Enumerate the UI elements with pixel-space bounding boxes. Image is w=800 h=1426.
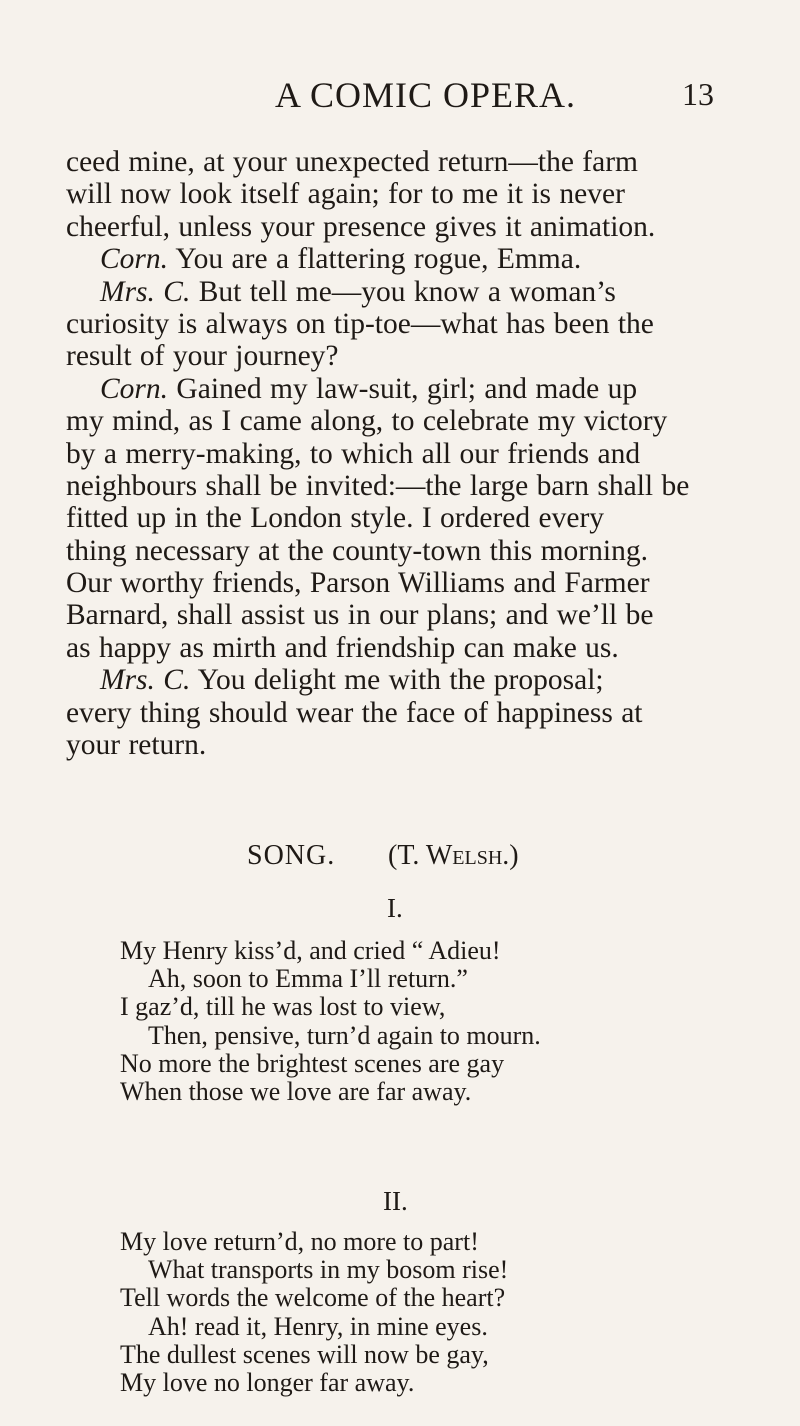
prose-line: Mrs. C. You delight me with the proposal; (100, 664, 604, 697)
prose-line: ceed mine, at your unexpected return—the farm (66, 146, 638, 178)
verse-line: My love return’d, no more to part! (120, 1227, 479, 1256)
prose-line: Our worthy friends, Parson Williams and Farmer (66, 567, 650, 600)
prose-line: Mrs. C. But tell me—you know a woman’s (100, 275, 616, 308)
prose-line: thing necessary at the county-town this morning. (66, 534, 648, 567)
stanza (120, 937, 541, 1106)
prose-line: as happy as mirth and friendship can make us. (66, 631, 619, 664)
speaker-name: Mrs. C. (100, 275, 191, 308)
verse-line: Ah! read it, Henry, in mine eyes. (148, 1311, 488, 1341)
prose-line: every thing should wear the face of happiness at (66, 696, 643, 729)
prose-line: curiosity is always on tip-toe—what has been the (66, 307, 654, 340)
song-title: SONG. (247, 840, 336, 871)
speaker-name: Corn. (100, 243, 169, 276)
prose-line: Barnard, shall assist us in our plans; and we’ll be (66, 599, 654, 632)
prose-line: will now look itself again; for to me it is never (66, 178, 625, 211)
running-title: A COMIC OPERA. (275, 75, 577, 115)
page-header (0, 74, 800, 124)
page-number: 13 (682, 76, 714, 112)
song-author: (T. Welsh.) (388, 840, 519, 871)
verse-line: My Henry kiss’d, and cried “ Adieu! (120, 936, 501, 965)
verse-line: When those we love are far away. (120, 1076, 472, 1106)
prose-line: cheerful, unless your presence gives it animation. (66, 210, 656, 243)
song-heading (0, 840, 800, 880)
prose-line: Corn. You are a flattering rogue, Emma. (100, 243, 582, 276)
stanza-number: II. (383, 1186, 408, 1216)
stanza-number: I. (387, 893, 403, 923)
prose-line: your return. (66, 729, 207, 762)
prose-line: by a merry-making, to which all our friends and (66, 437, 641, 470)
stanza (120, 1228, 508, 1397)
verse-line: My love no longer far away. (120, 1367, 415, 1397)
prose-line: result of your journey? (66, 340, 339, 373)
verse-line: Ah, soon to Emma I’ll return.” (148, 964, 468, 994)
verse-line: Then, pensive, turn’d again to mourn. (148, 1020, 541, 1050)
verse-line: What transports in my bosom rise! (148, 1255, 509, 1285)
prose-line: neighbours shall be invited:—the large barn shall be (66, 469, 690, 502)
verse-line: No more the brightest scenes are gay (120, 1048, 505, 1078)
speaker-name: Mrs. C. (100, 664, 191, 697)
verse-line: I gaz’d, till he was lost to view, (120, 992, 446, 1022)
speaker-name: Corn. (100, 372, 169, 405)
verse-line: Tell words the welcome of the heart? (120, 1283, 506, 1313)
prose-line: my mind, as I came along, to celebrate my victory (66, 405, 668, 438)
prose-line: fitted up in the London style. I ordered every (66, 502, 605, 535)
prose-line: Corn. Gained my law-suit, girl; and made up (100, 372, 638, 405)
verse-line: The dullest scenes will now be gay, (120, 1339, 489, 1369)
dialogue-prose (66, 146, 742, 761)
